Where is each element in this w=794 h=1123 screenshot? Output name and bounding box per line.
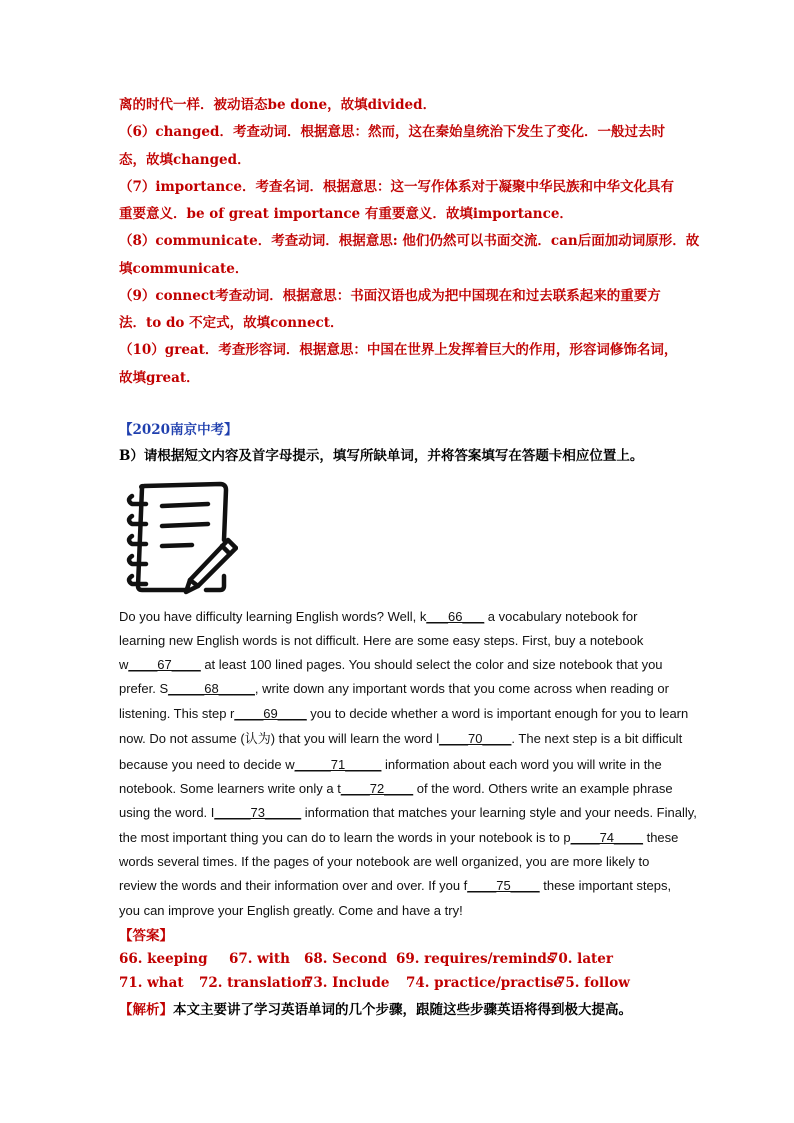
blank-69: ____69____ xyxy=(234,706,307,721)
explanation-line: 重要意义．be of great importance 有重要意义．故填importance． xyxy=(119,206,573,222)
explanation-line: （7）importance．考查名词．根据意思：这一写作体系对于凝聚中华民族和中华文化具有 xyxy=(119,179,674,195)
answer-item: 69. requires/reminds xyxy=(396,951,555,967)
passage-line: you can improve your English greatly. Come and have a try! xyxy=(119,903,463,918)
explanation-line: （6）changed．考查动词．根据意思：然而，这在秦始皇统治下发生了变化．一般过去时 xyxy=(119,124,665,140)
blank-72: ____72____ xyxy=(340,781,414,796)
answers-row xyxy=(119,951,719,971)
answer-item: 70. later xyxy=(549,951,613,967)
answer-item: 75. follow xyxy=(556,975,630,991)
passage-line: now. Do not assume (认为) that you will learn the word l____70____. The next step is a bit difficult xyxy=(119,729,682,749)
explanation-line: 离的时代一样．被动语态be done，故填divided． xyxy=(119,97,437,113)
passage-line: listening. This step r____69____ you to decide whether a word is important enough for you to learn xyxy=(119,704,688,724)
blank-70: ____70____ xyxy=(439,731,512,746)
answer-item: 71. what xyxy=(119,975,184,991)
explanation-line: 态，故填changed． xyxy=(119,152,251,168)
answer-item: 66. keeping xyxy=(119,951,208,967)
analysis-line xyxy=(119,1000,632,1020)
blank-75: ____75____ xyxy=(467,878,540,893)
explanation-line: 法．to do 不定式，故填connect． xyxy=(119,315,344,331)
section-tag: 【2020南京中考】 xyxy=(119,422,238,438)
answer-item: 67. with xyxy=(229,951,290,967)
passage-line: because you need to decide w_____71_____ information about each word you will write in the xyxy=(119,755,662,775)
passage-line: w____67____ at least 100 lined pages. You should select the color and size notebook that you xyxy=(119,655,663,675)
answer-item: 68. Second xyxy=(304,951,388,967)
explanation-line: （10）great．考查形容词．根据意思：中国在世界上发挥着巨大的作用，形容词修饰名词， xyxy=(119,342,678,358)
answer-item: 73. Include xyxy=(304,975,390,991)
explanation-line: （8）communicate．考查动词．根据意思: 他们仍然可以书面交流．can后面加动词原形．故 xyxy=(119,233,700,249)
blank-68: _____68_____ xyxy=(168,681,255,696)
passage-line: learning new English words is not difficult. Here are some easy steps. First, buy a notebook xyxy=(119,633,644,648)
passage-line: the most important thing you can do to learn the words in your notebook is to p____74____ these xyxy=(119,828,678,848)
analysis-tag: 【解析】 xyxy=(119,1002,173,1018)
blank-67: ____67____ xyxy=(128,657,201,672)
answer-item: 74. practice/practise xyxy=(406,975,562,991)
explanation-line: 故填great． xyxy=(119,370,200,386)
blank-71: _____71_____ xyxy=(294,757,382,772)
explanation-line: 填communicate． xyxy=(119,261,249,277)
blank-74: ____74____ xyxy=(570,830,643,845)
explanation-line: （9）connect考查动词．根据意思：书面汉语也成为把中国现在和过去联系起来的重要方 xyxy=(119,288,661,304)
passage-line: prefer. S_____68_____, write down any important words that you come across when reading or xyxy=(119,679,669,699)
blank-66: ___66___ xyxy=(426,609,485,624)
passage-line: using the word. I_____73_____ information that matches your learning style and your needs. Finally, xyxy=(119,803,697,823)
instruction-text: B）请根据短文内容及首字母提示，填写所缺单词，并将答案填写在答题卡相应位置上。 xyxy=(119,448,644,464)
passage-line: notebook. Some learners write only a t____72____ of the word. Others write an example phrase xyxy=(119,779,673,799)
analysis-text: 本文主要讲了学习英语单词的几个步骤，跟随这些步骤英语将得到极大提高。 xyxy=(173,1002,632,1018)
answers-row xyxy=(119,975,719,995)
passage-line: review the words and their information over and over. If you f____75____ these important steps, xyxy=(119,876,671,896)
answer-tag: 【答案】 xyxy=(119,928,173,944)
blank-73: _____73_____ xyxy=(214,805,302,820)
answer-item: 72. translation xyxy=(199,975,311,991)
passage-line: words several times. If the pages of your notebook are well organized, you are more likely to xyxy=(119,854,650,869)
notebook-pencil-icon xyxy=(124,478,238,598)
passage-line: Do you have difficulty learning English words? Well, k___66___ a vocabulary notebook for xyxy=(119,607,637,627)
